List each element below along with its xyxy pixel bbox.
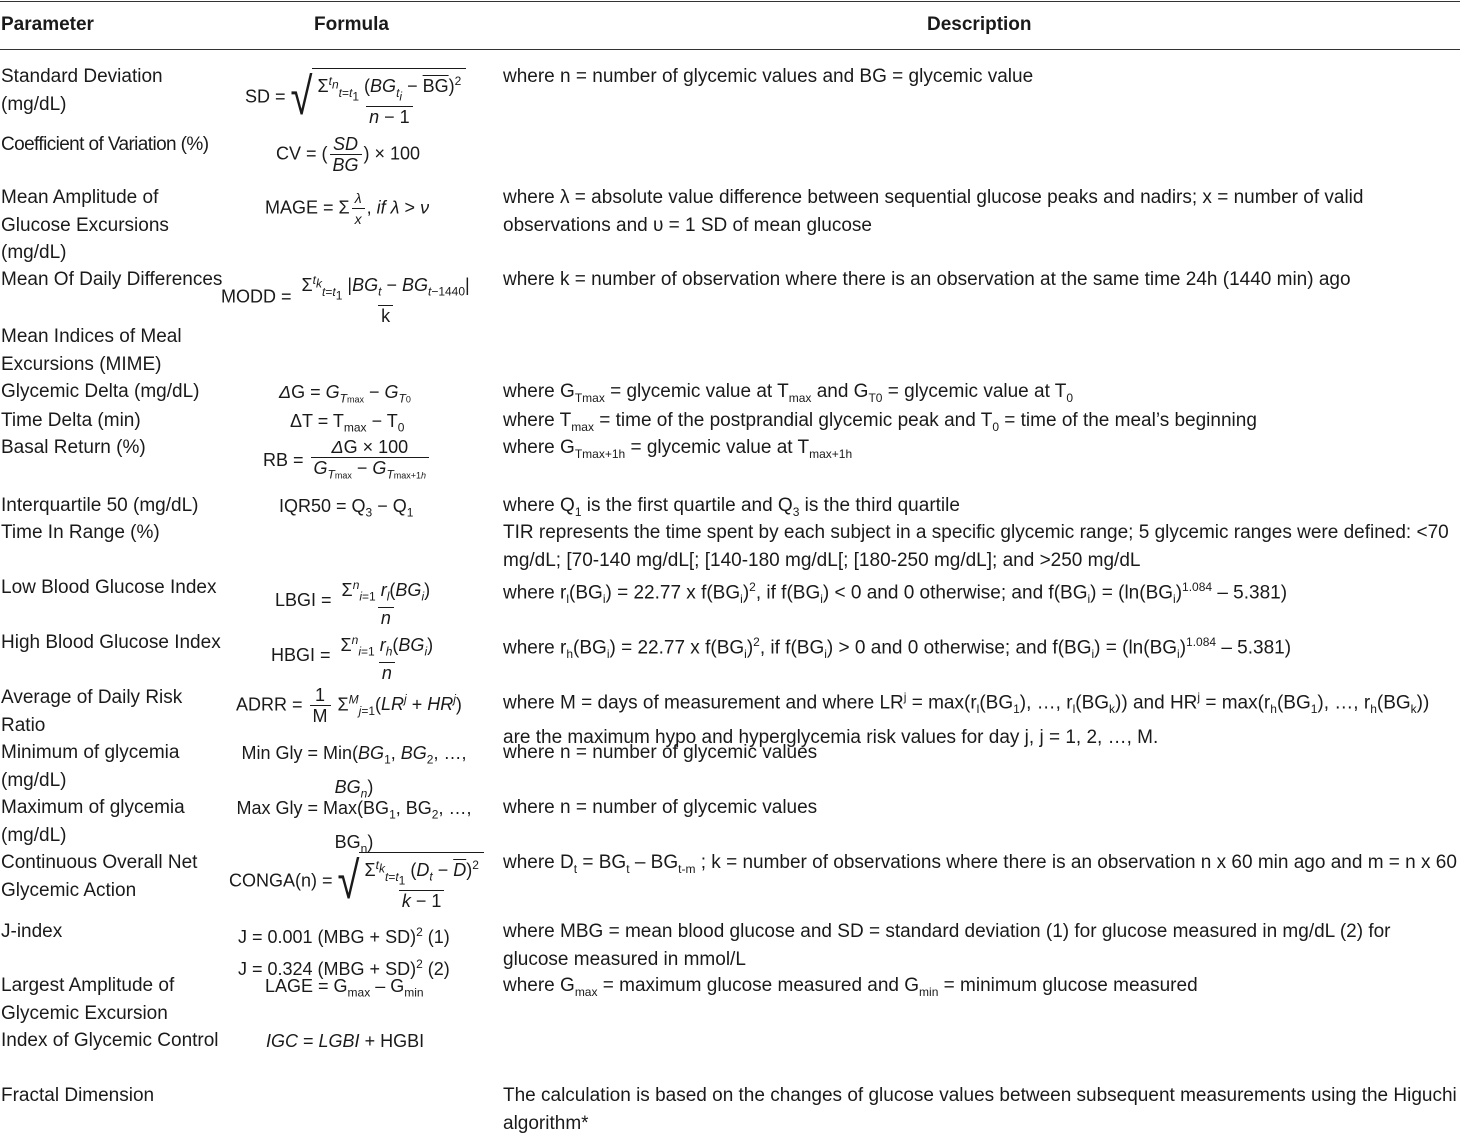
- formula-iqr: $IQR50 = Q_3 - Q_1$: [279, 496, 414, 520]
- desc-fd: The calculation is based on the changes of glucose values between subsequent measurements using the Higuchi algorithm*: [503, 1085, 1457, 1134]
- param-tdelta: Time Delta (min): [1, 410, 141, 431]
- header-formula: Formula: [314, 14, 389, 35]
- desc-conga: where $D_t = BG_t - BG_{t-m}$ ; k = number of observations where there is an observation n x 60 min ago and m = n x 60: [503, 852, 1457, 876]
- param-adrr: Average of Daily Risk Ratio: [1, 687, 183, 736]
- param-maxgly: Maximum of glycemia (mg/dL): [1, 797, 185, 846]
- param-tir: Time In Range (%): [1, 522, 160, 543]
- formula-rb: RB = ΔG × 100 $G_{Tmax} - G_{Tmax+1h}$: [263, 437, 431, 486]
- formula-adrr: ADRR = $\frac{1}{M}$ $\Sigma^M_{j=1}(LR^j + HR^j)$: [236, 685, 462, 726]
- formula-igc: IGC = LGBI + HGBI: [266, 1031, 425, 1051]
- param-jindex: J-index: [1, 921, 63, 942]
- formula-conga: CONGA(n) = √ $\Sigma^{t_k}_{t=t_1}$ $(D_t - \overline{D})^2$ k − 1: [229, 852, 484, 911]
- desc-modd: where k = number of observation where there is an observation at the same time 24h (1440 min) ago: [503, 269, 1351, 290]
- desc-maxgly: where n = number of glycemic values: [503, 797, 818, 818]
- desc-gdelta: where $G_{Tmax}$ = glycemic value at $T_{max}$ and $G_{T0}$ = glycemic value at $T_0$: [503, 381, 1074, 405]
- param-cv: Coefficient of Variation (%): [1, 134, 209, 155]
- desc-tir: TIR represents the time spent by each subject in a specific glycemic range; 5 glycemic ranges were defined: <70 mg/dL; [70-140 mg/dL[; [140-180 mg/dL[; [180-250 mg/dL]; and >250 mg/dL: [503, 522, 1449, 571]
- param-modd: Mean Of Daily Differences: [1, 269, 223, 290]
- formula-lage: LAGE = $G_{max} - G_{min}$: [265, 976, 424, 1000]
- formula-gdelta: $\Delta G = G_{Tmax} - G_{T0}$: [279, 382, 411, 406]
- table-top-rule: [0, 1, 1460, 2]
- formula-mage: MAGE = Σ $\frac{\lambda}{x}$ , if λ > ν: [265, 190, 430, 227]
- param-conga: Continuous Overall Net Glycemic Action: [1, 852, 198, 901]
- desc-tdelta: where $T_{max}$ = time of the postprandial glycemic peak and $T_0$ = time of the meal’s beginning: [503, 410, 1257, 434]
- desc-lage: where $G_{max}$ = maximum glucose measured and $G_{min}$ = minimum glucose measured: [503, 975, 1198, 999]
- desc-sd: where n = number of glycemic values and BG = glycemic value: [503, 66, 1034, 87]
- formula-hbgi: HBGI = $\Sigma^n_{i=1}$ $r_h(BG_i)$ n: [271, 633, 434, 683]
- param-iqr: Interquartile 50 (mg/dL): [1, 495, 199, 516]
- param-hbgi: High Blood Glucose Index: [1, 632, 221, 653]
- param-sd: Standard Deviation (mg/dL): [1, 66, 163, 115]
- param-lage: Largest Amplitude of Glycemic Excursion: [1, 975, 175, 1024]
- desc-jindex: where MBG = mean blood glucose and SD = standard deviation (1) for glucose measured in mg/dL (2) for glucose measured in mmol/L: [503, 921, 1391, 970]
- param-mime: Mean Indices of Meal Excursions (MIME): [1, 326, 182, 375]
- formula-sd: SD = √ $\Sigma^{t_n}_{t=t_1}$ $(BG_{t_i} - \overline{BG})^2$ n − 1: [245, 68, 466, 127]
- formula-maxgly: Max Gly = $Max(BG_1$, $BG_2$, …, $BG_n$): [236, 798, 472, 856]
- desc-iqr: where $Q_1$ is the first quartile and $Q_3$ is the third quartile: [503, 495, 960, 519]
- param-mingly: Minimum of glycemia (mg/dL): [1, 742, 180, 791]
- header-description: Description: [927, 14, 1032, 35]
- param-gdelta: Glycemic Delta (mg/dL): [1, 381, 200, 402]
- param-rb: Basal Return (%): [1, 437, 146, 458]
- formula-lbgi: LBGI = $\Sigma^n_{i=1}$ $r_l(BG_i)$ n: [275, 578, 431, 628]
- param-mage: Mean Amplitude of Glucose Excursions (mg/dL): [1, 187, 169, 263]
- desc-mage: where λ = absolute value difference between sequential glucose peaks and nadirs; x = number of valid observations and υ = 1 SD of mean glucose: [503, 187, 1364, 236]
- formula-jindex: J = 0.001 (MBG + SD)$^2$ (1) J = 0.324 (MBG + SD)$^2$ (2): [238, 925, 450, 979]
- param-fd: Fractal Dimension: [1, 1085, 155, 1106]
- desc-hbgi: where $r_h(BG_i) = 22.77$ x $f(BG_i)^2$, if $f(BG_i) > 0$ and 0 otherwise; and $f(BG_i) = (\ln(BG_i)^{1.084} - 5.381)$: [503, 635, 1292, 662]
- param-lbgi: Low Blood Glucose Index: [1, 577, 217, 598]
- formula-modd: MODD = $\Sigma^{t_k}_{t=t_1}$ $|BG_t - BG_{t-1440}|$ k: [221, 273, 470, 326]
- formula-mingly: Min Gly = $Min(BG_1$, $BG_2$, …, $BG_n$): [241, 743, 467, 801]
- formula-tdelta: $\Delta T = T_{max} - T_0$: [290, 411, 405, 435]
- desc-adrr: where M = days of measurement and where $LR^j = \max(r_l(BG_1)$, …, $r_l(BG_k)$) and $HR^j = \max(r_h(BG_1)$, …, $r_h(BG_k)$) are the maximum hypo and hyperglycemia risk values for day j, j = 1, 2, …, M.: [503, 690, 1430, 748]
- header-parameter: Parameter: [1, 14, 94, 35]
- formula-cv: CV = ( $\frac{SD}{BG}$ ) × 100: [276, 134, 421, 175]
- param-igc: Index of Glycemic Control: [1, 1030, 219, 1051]
- desc-lbgi: where $r_l(BG_i) = 22.77$ x $f(BG_i)^2$, if $f(BG_i) < 0$ and 0 otherwise; and $f(BG_i) = (\ln(BG_i)^{1.084} - 5.381)$: [503, 580, 1288, 607]
- header-rule: [0, 49, 1460, 50]
- desc-mingly: where n = number of glycemic values: [503, 742, 818, 763]
- desc-rb: where $G_{Tmax+1h}$ = glycemic value at $T_{max+1h}$: [503, 437, 853, 461]
